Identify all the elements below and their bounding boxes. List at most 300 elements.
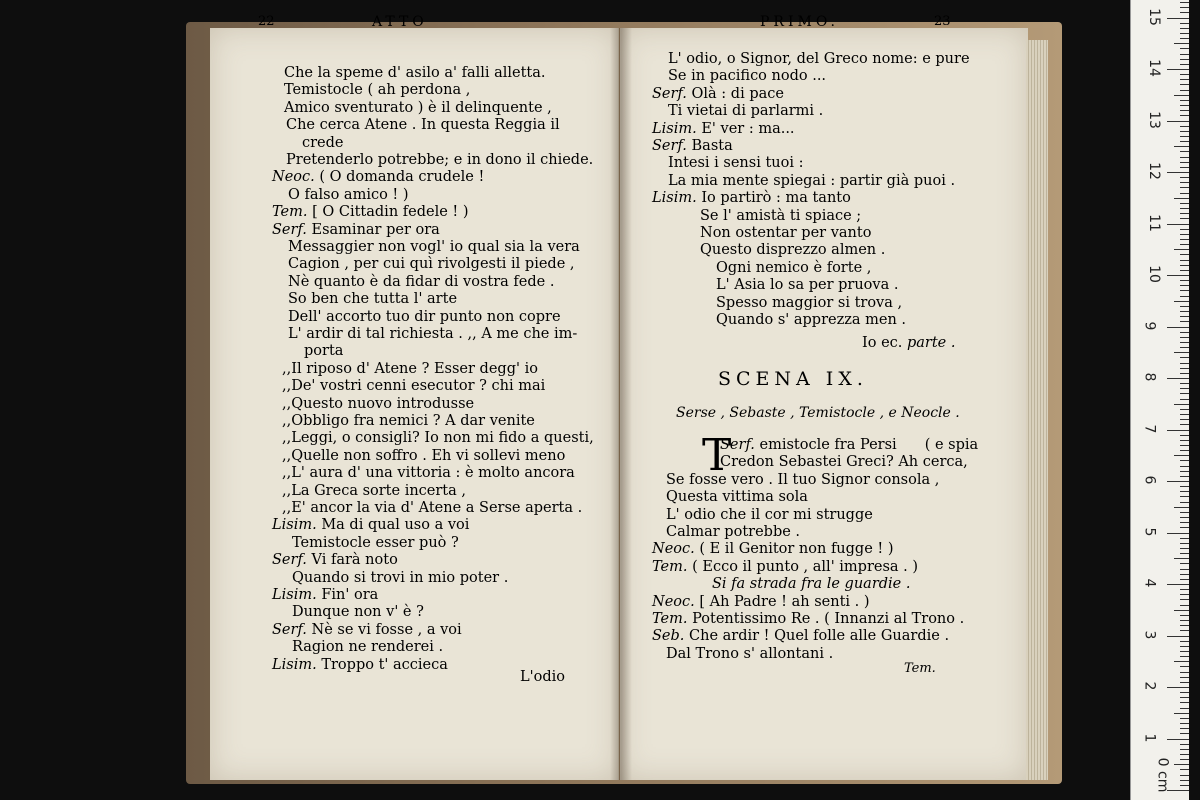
ruler-tick — [1174, 95, 1189, 96]
line-text: Io partirò : ma tanto — [701, 190, 851, 207]
text-line — [288, 238, 580, 256]
ruler-tick — [1174, 558, 1189, 559]
speaker-label: Serf. — [652, 85, 692, 102]
ruler-tick — [1174, 198, 1189, 199]
ruler-tick — [1180, 589, 1189, 590]
ruler-tick — [1174, 507, 1189, 508]
line-text: porta — [304, 343, 344, 360]
text-line — [288, 273, 554, 291]
text-line — [712, 575, 910, 593]
text-line — [272, 516, 469, 534]
line-text: E' ver : ma... — [701, 120, 795, 137]
ruler-label: 15 — [1145, 7, 1162, 26]
ruler-tick — [1180, 666, 1189, 667]
speaker-label: Tem. — [652, 611, 693, 627]
ruler-tick — [1180, 785, 1189, 786]
ruler-tick — [1180, 306, 1189, 307]
ruler-tick — [1180, 79, 1189, 80]
line-text: Pretenderlo potrebbe; e in dono il chiede. — [286, 152, 594, 168]
text-line — [700, 224, 871, 242]
drop-cap: T — [702, 430, 732, 481]
line-text: L' ardir di tal richiesta . ,, A me che im- — [288, 326, 578, 342]
line-text: O falso amico ! ) — [288, 186, 409, 203]
right-page-number: 23 — [934, 14, 951, 29]
ruler-label: 0 cm — [1154, 757, 1171, 793]
ruler-tick — [1167, 69, 1189, 70]
ruler-tick — [1180, 476, 1189, 477]
ruler-tick — [1167, 172, 1189, 173]
ruler-tick — [1180, 167, 1189, 168]
text-line — [288, 255, 575, 273]
ruler-tick — [1167, 687, 1189, 688]
ruler-tick — [1167, 430, 1189, 431]
line-text: Intesi i sensi tuoi : — [668, 155, 804, 172]
line-text: Che la speme d' asilo a' falli alletta. — [284, 65, 546, 81]
ruler-tick — [1167, 327, 1189, 328]
ruler-tick — [1180, 692, 1189, 693]
text-line — [652, 593, 870, 611]
ruler-tick — [1180, 424, 1189, 425]
text-line — [668, 67, 826, 85]
ruler-label: 7 — [1141, 424, 1158, 433]
ruler-tick — [1180, 254, 1189, 255]
ruler-tick — [1180, 460, 1189, 461]
line-text: L' Asia lo sa per pruova . — [716, 277, 899, 294]
text-line — [302, 134, 344, 152]
ruler-tick — [1180, 265, 1189, 266]
ruler-tick — [1167, 224, 1189, 225]
ruler-tick — [1180, 54, 1189, 55]
ruler-tick — [1174, 610, 1189, 611]
line-text: L' odio che il cor mi strugge — [666, 506, 873, 523]
ruler-tick — [1180, 641, 1189, 642]
ruler-tick — [1180, 208, 1189, 209]
line-text: Esaminar per ora — [311, 221, 440, 238]
ruler-tick — [1174, 455, 1189, 456]
line-text: crede — [302, 134, 344, 151]
ruler-tick — [1180, 445, 1189, 446]
exit-line — [862, 334, 955, 352]
speaker-label: Neoc. — [272, 169, 320, 186]
ruler-label: 4 — [1141, 578, 1158, 588]
ruler-tick — [1180, 630, 1189, 631]
ruler-tick — [1180, 213, 1189, 214]
ruler-tick — [1180, 527, 1189, 528]
stage-direction-parte: parte . — [907, 335, 956, 351]
text-line — [284, 81, 470, 99]
text-line — [282, 464, 575, 482]
ruler-tick — [1180, 744, 1189, 745]
ruler-tick — [1180, 234, 1189, 235]
ruler-label: 5 — [1141, 527, 1158, 536]
left-running-head: ATTO — [372, 14, 428, 30]
measurement-ruler — [1130, 0, 1189, 800]
ruler-tick — [1180, 218, 1189, 219]
ruler-tick — [1180, 471, 1189, 472]
line-text: [ O Cittadin fedele ! ) — [312, 204, 469, 221]
ruler-tick — [1180, 538, 1189, 539]
line-text: Se in pacifico nodo ... — [668, 68, 827, 85]
text-line — [666, 506, 873, 524]
speaker-label: Serf. — [652, 138, 692, 154]
line-text: Troppo t' accieca — [321, 656, 448, 673]
ruler-tick — [1167, 18, 1189, 19]
ruler-tick — [1174, 713, 1189, 714]
text-line — [668, 154, 803, 172]
ruler-tick — [1180, 615, 1189, 616]
ruler-tick — [1180, 342, 1189, 343]
ruler-tick — [1180, 280, 1189, 281]
ruler-tick — [1180, 38, 1189, 39]
line-text: Nè se vi fosse , a voi — [311, 621, 462, 638]
text-line — [652, 189, 851, 207]
ruler-tick — [1167, 584, 1189, 585]
ruler-tick — [1180, 12, 1189, 13]
line-text: Cagion , per cui quì rivolgesti il piede , — [288, 256, 575, 273]
ruler-tick — [1180, 450, 1189, 451]
line-text: [ Ah Padre ! ah senti . ) — [699, 593, 870, 610]
line-text: L' odio, o Signor, del Greco nome: e pure — [668, 51, 970, 67]
ruler-tick — [1180, 563, 1189, 564]
ruler-tick — [1180, 126, 1189, 127]
line-text: Amico sventurato ) è il delinquente , — [284, 99, 552, 116]
text-line — [668, 102, 823, 120]
ruler-tick — [1174, 352, 1189, 353]
text-line — [288, 325, 577, 343]
ruler-label: 13 — [1145, 110, 1162, 129]
text-line — [272, 168, 484, 186]
text-line — [716, 311, 906, 329]
ruler-tick — [1180, 440, 1189, 441]
text-line — [652, 85, 784, 103]
speaker-label: Lisim. — [652, 190, 702, 207]
ruler-tick — [1180, 260, 1189, 261]
ruler-tick — [1180, 677, 1189, 678]
ruler-tick — [1180, 651, 1189, 652]
ruler-label: 1 — [1141, 733, 1158, 742]
ruler-tick — [1180, 33, 1189, 34]
line-text: Olà : di pace — [691, 85, 784, 102]
text-line — [286, 151, 593, 169]
speaker-label: Lisim. — [272, 587, 322, 603]
ruler-tick — [1180, 363, 1189, 364]
text-line — [282, 360, 538, 378]
text-line — [292, 603, 424, 621]
ruler-tick — [1180, 759, 1189, 760]
line-text: So ben che tutta l' arte — [288, 291, 458, 308]
text-line — [288, 186, 409, 204]
ruler-tick — [1180, 239, 1189, 240]
text-line — [292, 569, 508, 587]
text-line — [282, 482, 466, 500]
line-text: Nè quanto è da fidar di vostra fede . — [288, 273, 555, 290]
ruler-tick — [1180, 435, 1189, 436]
ruler-tick — [1180, 388, 1189, 389]
ruler-tick — [1180, 131, 1189, 132]
ruler-tick — [1180, 2, 1189, 3]
ruler-label: 2 — [1141, 681, 1158, 691]
text-line — [716, 259, 871, 277]
ruler-tick — [1180, 517, 1189, 518]
text-line — [282, 395, 474, 413]
text-line — [652, 137, 733, 155]
text-line — [282, 377, 545, 395]
ruler-tick — [1180, 512, 1189, 513]
line-text: ( E il Genitor non fugge ! ) — [699, 541, 894, 558]
ruler-tick — [1180, 579, 1189, 580]
ruler-tick — [1167, 121, 1189, 122]
ruler-tick — [1180, 90, 1189, 91]
line-text: ,,Il riposo d' Atene ? Esser degg' io — [282, 360, 538, 377]
ruler-tick — [1174, 404, 1189, 405]
line-text: Che cerca Atene . In questa Reggia il — [286, 117, 560, 134]
text-line — [282, 447, 565, 465]
line-text: Dal Trono s' allontani . — [666, 645, 834, 662]
speaker-label: Neoc. — [652, 541, 700, 558]
ruler-tick — [1167, 533, 1189, 534]
right-running-head: PRIMO. — [760, 14, 839, 30]
text-line — [272, 203, 469, 221]
text-line — [666, 523, 800, 541]
line-text: Questa vittima sola — [666, 489, 808, 506]
ruler-tick — [1180, 728, 1189, 729]
ruler-tick — [1180, 409, 1189, 410]
ruler-tick — [1180, 780, 1189, 781]
ruler-tick — [1180, 656, 1189, 657]
ruler-tick — [1180, 332, 1189, 333]
text-line — [700, 241, 885, 259]
text-line — [652, 558, 918, 576]
line-text: Basta — [691, 138, 733, 154]
line-text: ,,De' vostri cenni esecutor ? chi mai — [282, 378, 546, 395]
ruler-tick — [1180, 419, 1189, 420]
line-text: Se l' amistà ti spiace ; — [700, 207, 862, 224]
ruler-tick — [1180, 316, 1189, 317]
line-text: Messaggier non vogl' io qual sia la vera — [288, 239, 580, 255]
ruler-tick — [1180, 754, 1189, 755]
ruler-tick — [1180, 496, 1189, 497]
text-line — [292, 638, 443, 656]
line-text: Se fosse vero . Il tuo Signor consola , — [666, 471, 940, 488]
ruler-tick — [1180, 393, 1189, 394]
ruler-tick — [1180, 486, 1189, 487]
line-text: Non ostentar per vanto — [700, 225, 872, 241]
left-page-number: 22 — [258, 14, 275, 29]
ruler-tick — [1180, 48, 1189, 49]
ruler-tick — [1180, 187, 1189, 188]
ruler-tick — [1180, 23, 1189, 24]
line-text: Potentissimo Re . ( Innanzi al Trono . — [692, 611, 965, 627]
line-text: Temistocle esser può ? — [292, 534, 459, 551]
ruler-label: 12 — [1145, 162, 1162, 180]
line-text: ( Ecco il punto , all' impresa . ) — [692, 558, 919, 575]
ruler-tick — [1180, 64, 1189, 65]
line-text: Che ardir ! Quel folle alle Guardie . — [689, 628, 950, 645]
book-gutter — [610, 28, 632, 780]
ruler-tick — [1180, 244, 1189, 245]
line-text: Ragion ne renderei . — [292, 639, 444, 656]
text-line — [668, 50, 970, 68]
ruler-tick — [1180, 594, 1189, 595]
ruler-tick — [1180, 357, 1189, 358]
ruler-tick — [1180, 84, 1189, 85]
ruler-tick — [1180, 347, 1189, 348]
speaker-label: Lisim. — [652, 120, 702, 137]
text-line — [272, 221, 440, 239]
ruler-tick — [1180, 599, 1189, 600]
ruler-tick — [1180, 337, 1189, 338]
ruler-tick — [1174, 301, 1189, 302]
speaker-label: Tem. — [272, 204, 313, 221]
exit-line-text: Io ec. — [862, 335, 903, 351]
ruler-tick — [1180, 769, 1189, 770]
text-line — [272, 621, 462, 639]
text-line — [282, 499, 582, 517]
line-text: Vi farà noto — [311, 552, 398, 569]
ruler-tick — [1180, 270, 1189, 271]
text-line — [666, 488, 808, 506]
text-line — [666, 645, 833, 663]
line-text: Questo disprezzo almen . — [700, 242, 886, 259]
ruler-tick — [1180, 733, 1189, 734]
ruler-tick — [1174, 146, 1189, 147]
ruler-tick — [1174, 661, 1189, 662]
ruler-tick — [1180, 569, 1189, 570]
page-edges — [1026, 40, 1048, 780]
line-text: Quando si trovi in mio poter . — [292, 569, 509, 586]
line-text: ,,L' aura d' una vittoria : è molto ancora — [282, 465, 575, 482]
ruler-tick — [1180, 105, 1189, 106]
ruler-tick — [1180, 162, 1189, 163]
line-aside: ( e spia — [924, 437, 979, 453]
ruler-label: 11 — [1145, 213, 1162, 232]
scene-cast: Serse , Sebaste , Temistocle , e Neocle . — [676, 405, 960, 421]
text-line — [272, 656, 448, 674]
speaker-label: Neoc. — [652, 593, 700, 610]
ruler-tick — [1180, 296, 1189, 297]
ruler-tick — [1180, 177, 1189, 178]
line-text: emistocle fra Persi — [759, 437, 897, 453]
ruler-tick — [1167, 378, 1189, 379]
ruler-tick — [1180, 553, 1189, 554]
ruler-tick — [1180, 548, 1189, 549]
text-line — [304, 342, 343, 360]
line-text: ,,La Greca sorte incerta , — [282, 482, 466, 499]
line-text: Spesso maggior si trova , — [716, 294, 903, 311]
ruler-tick — [1180, 193, 1189, 194]
ruler-tick — [1180, 203, 1189, 204]
ruler-tick — [1180, 229, 1189, 230]
ruler-label: 9 — [1141, 321, 1158, 330]
ruler-tick — [1180, 100, 1189, 101]
line-text: ,,Obbligo fra nemici ? A dar venite — [282, 413, 535, 429]
ruler-tick — [1180, 157, 1189, 158]
ruler-tick — [1167, 636, 1189, 637]
ruler-tick — [1180, 373, 1189, 374]
speaker-label: Tem. — [652, 558, 693, 575]
ruler-tick — [1167, 481, 1189, 482]
text-line — [284, 64, 546, 82]
ruler-tick — [1180, 151, 1189, 152]
speaker-label: Serf. — [272, 221, 312, 238]
ruler-tick — [1180, 399, 1189, 400]
line-text: Ma di qual uso a voi — [321, 517, 470, 534]
ruler-tick — [1180, 723, 1189, 724]
text-line — [652, 627, 949, 645]
ruler-tick — [1180, 718, 1189, 719]
ruler-tick — [1180, 368, 1189, 369]
text-line — [288, 290, 457, 308]
text-line — [282, 429, 594, 447]
scene-title: SCENA IX. — [718, 368, 868, 390]
ruler-tick — [1180, 605, 1189, 606]
speaker-label: Serf. — [272, 621, 312, 638]
ruler-tick — [1174, 764, 1189, 765]
line-text: Si fa strada fra le guardie . — [712, 576, 911, 593]
ruler-tick — [1180, 749, 1189, 750]
text-line — [720, 436, 978, 454]
line-text: Dell' accorto tuo dir punto non copre — [288, 308, 561, 325]
ruler-label: 14 — [1145, 59, 1162, 77]
line-text: ,,E' ancor la via d' Atene a Serse aperta . — [282, 500, 583, 516]
left-catchword: L'odio — [520, 669, 565, 685]
line-text: ( O domanda crudele ! — [319, 169, 485, 186]
ruler-tick — [1180, 28, 1189, 29]
ruler-tick — [1180, 74, 1189, 75]
line-text: Quando s' apprezza men . — [716, 312, 907, 328]
text-line — [272, 551, 398, 569]
speaker-label: Serf. — [272, 552, 312, 569]
text-line — [652, 610, 964, 628]
text-line — [716, 294, 902, 312]
ruler-tick — [1180, 775, 1189, 776]
ruler-label: 8 — [1141, 372, 1158, 382]
ruler-tick — [1180, 625, 1189, 626]
text-line — [652, 120, 795, 138]
text-line — [700, 207, 861, 225]
line-text: Credon Sebastei Greci? Ah cerca, — [720, 454, 968, 471]
text-line — [284, 99, 552, 117]
ruler-tick — [1180, 502, 1189, 503]
ruler-tick — [1174, 43, 1189, 44]
ruler-tick — [1180, 702, 1189, 703]
line-text: Temistocle ( ah perdona , — [284, 82, 471, 99]
ruler-tick — [1180, 59, 1189, 60]
ruler-tick — [1180, 620, 1189, 621]
speaker-label: Lisim. — [272, 517, 322, 534]
ruler-tick — [1180, 136, 1189, 137]
line-text: ,,Quelle non soffro . Eh vi sollevi meno — [282, 447, 566, 464]
ruler-tick — [1180, 708, 1189, 709]
speaker-label: Serf. — [720, 437, 760, 453]
right-catchword: Tem. — [904, 661, 936, 676]
text-line — [282, 412, 535, 430]
ruler-tick — [1180, 522, 1189, 523]
speaker-label: Lisim. — [272, 656, 322, 673]
ruler-tick — [1167, 739, 1189, 740]
ruler-tick — [1174, 249, 1189, 250]
ruler-tick — [1180, 182, 1189, 183]
text-line — [720, 453, 968, 471]
ruler-tick — [1180, 672, 1189, 673]
ruler-tick — [1180, 646, 1189, 647]
ruler-tick — [1180, 321, 1189, 322]
ruler-tick — [1180, 466, 1189, 467]
line-text: La mia mente spiegai : partir già puoi . — [668, 172, 956, 189]
ruler-tick — [1180, 543, 1189, 544]
text-line — [286, 116, 560, 134]
ruler-tick — [1180, 7, 1189, 8]
